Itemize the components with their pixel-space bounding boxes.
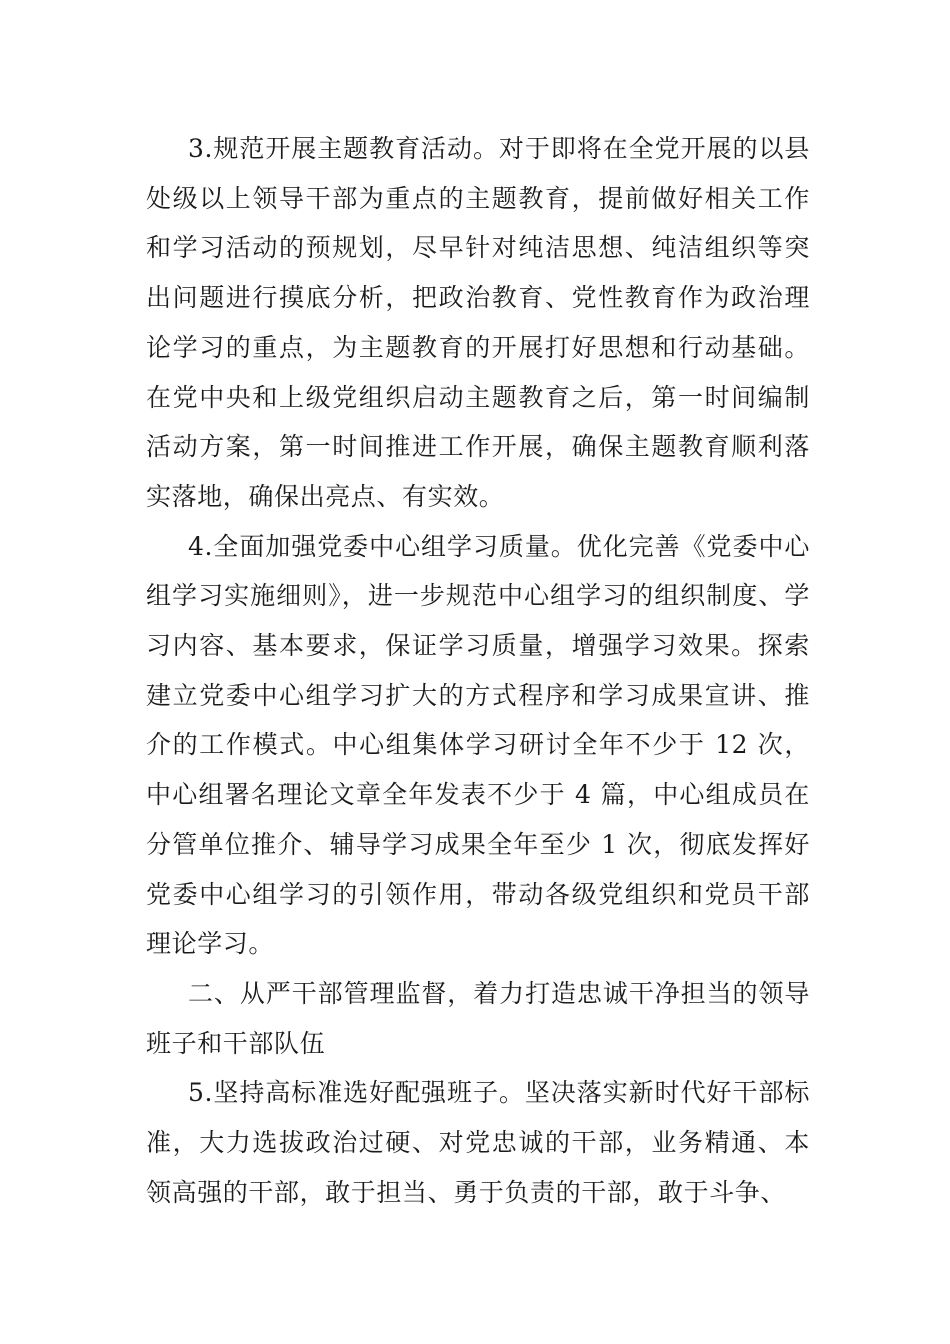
- paragraph-3-theme-education: 3.规范开展主题教育活动。对于即将在全党开展的以县处级以上领导干部为重点的主题教育，提前做好相关工作和学习活动的预规划，尽早针对纯洁思想、纯洁组织等突出问题进行摸底分析，把政治教育、党性教育作为政治理论学习的重点，为主题教育的开展打好思想和行动基础。在党中央和上级党组织启动主题教育之后，第一时间编制活动方案，第一时间推进工作开展，确保主题教育顺利落实落地，确保出亮点、有实效。: [146, 134, 810, 511]
- paragraph-5-leadership-selection: 5.坚持高标准选好配强班子。坚决落实新时代好干部标准，大力选拔政治过硬、对党忠诚的干部，业务精通、本领高强的干部，敢于担当、勇于负责的干部，敢于斗争、: [146, 1078, 810, 1207]
- section-heading-cadre-management: 二、从严干部管理监督，着力打造忠诚干净担当的领导班子和干部队伍: [146, 978, 810, 1058]
- paragraph-4-central-group-study: 4.全面加强党委中心组学习质量。优化完善《党委中心组学习实施细则》，进一步规范中心组学习的组织制度、学习内容、基本要求，保证学习质量，增强学习效果。探索建立党委中心组学习扩大的方式程序和学习成果宣讲、推介的工作模式。中心组集体学习研讨全年不少于 12 次，中心组署名理论文章全年发表不少于 4 篇，中心组成员在分管单位推介、辅导学习成果全年至少 1 次，彻底发挥好党委中心组学习的引领作用，带动各级党组织和党员干部理论学习。: [146, 531, 810, 959]
- document-body: [146, 124, 810, 1217]
